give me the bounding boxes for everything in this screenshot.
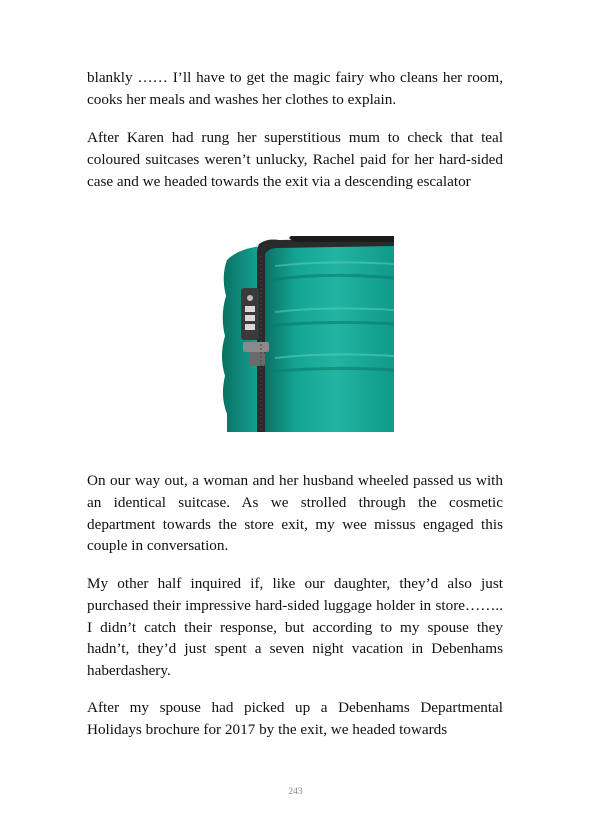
- paragraph-3: [87, 470, 503, 557]
- paragraph-4: [87, 573, 503, 682]
- zipper-pull-1: [243, 342, 269, 352]
- paragraph-5: [87, 697, 503, 741]
- suitcase-front-shell: [263, 244, 394, 432]
- paragraph-1: [87, 67, 503, 111]
- paragraph-text: blankly …… I’ll have to get the magic fairy who cleans her room, cooks her meals and washes her clothes to explain.: [87, 69, 503, 108]
- suitcase-photo: [219, 236, 394, 432]
- paragraph-text: After Karen had rung her superstitious mum to check that teal coloured suitcases weren’t unlucky, Rachel paid for her hard-sided case and we headed towards the exit via a descending escalator: [87, 129, 503, 190]
- paragraph-text: My other half inquired if, like our daughter, they’d also just purchased their impressive hard-sided luggage holder in store…….. I didn’t catch their response, but according to my spouse they hadn’t, they’d just spent a seven night vacation in Debenhams haberdashery.: [87, 575, 503, 680]
- suitcase-illustration: [219, 236, 394, 432]
- page-number: 243: [288, 787, 303, 797]
- paragraph-text: After my spouse had picked up a Debenhams Departmental Holidays brochure for 2017 by the exit, we headed towards: [87, 699, 503, 738]
- paragraph-2: [87, 127, 503, 192]
- paragraph-text: On our way out, a woman and her husband wheeled passed us with an identical suitcase. As we strolled through the cosmetic department towards the store exit, my wee missus engaged this couple in conversation.: [87, 472, 503, 555]
- top-handle: [289, 236, 394, 242]
- zipper-pull-2: [249, 352, 265, 366]
